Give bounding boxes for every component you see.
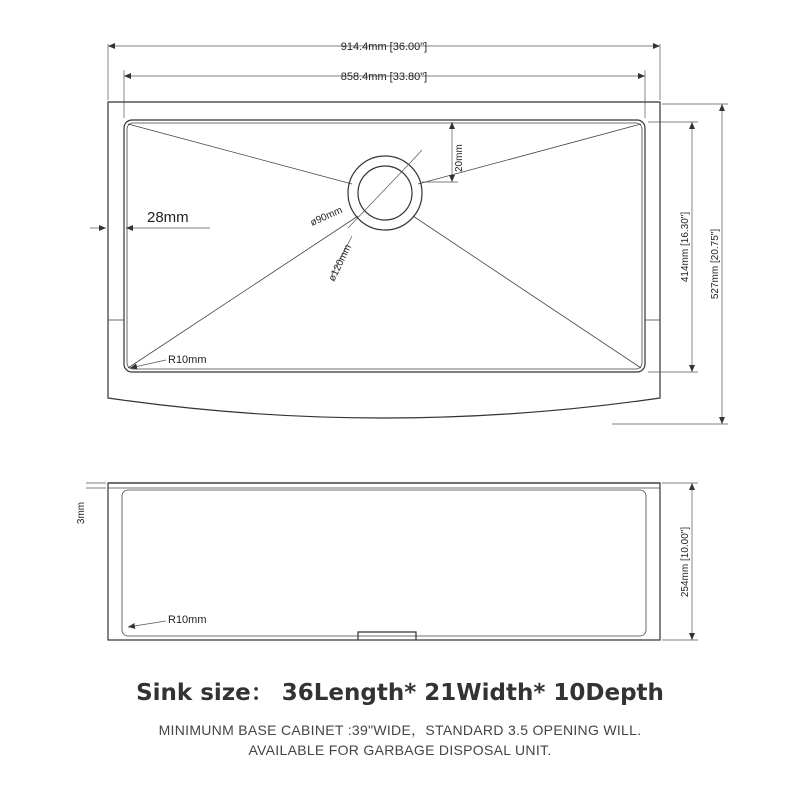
rim-thickness-label: 3mm: [76, 501, 87, 525]
drain-outer-label: ø120mm: [326, 243, 354, 284]
corner-radius-top-label: R10mm: [168, 354, 207, 366]
inner-width-label: 858.4mm [33.80"]: [340, 71, 428, 83]
overall-width-label: 914.4mm [36.00"]: [340, 41, 428, 53]
drain-offset-label: 20mm: [454, 144, 465, 172]
side-offset-label: 28mm: [147, 209, 189, 226]
cabinet-note-line2: AVAILABLE FOR GARBAGE DISPOSAL UNIT.: [248, 742, 552, 758]
drain-inner-ring: [358, 166, 412, 220]
drain-outer-ring: [348, 156, 422, 230]
inner-length-label: 414mm [16.30"]: [680, 211, 691, 283]
cabinet-note-line1: MINIMUNM BASE CABINET :39"WIDE，STANDARD 3.5 OPENING WILL.: [158, 722, 642, 738]
depth-label: 254mm [10.00"]: [680, 526, 691, 598]
drain-inner-label: ø90mm: [308, 204, 345, 229]
inner-bowl: [124, 120, 645, 372]
corner-radius-side-label: R10mm: [168, 614, 207, 626]
sink-size-title: Sink size： 36Length* 21Width* 10Depth: [136, 680, 664, 706]
top-view: [90, 41, 728, 424]
side-view: [76, 483, 698, 640]
overall-length-label: 527mm [20.75"]: [710, 228, 721, 300]
outer-outline: [108, 102, 660, 418]
